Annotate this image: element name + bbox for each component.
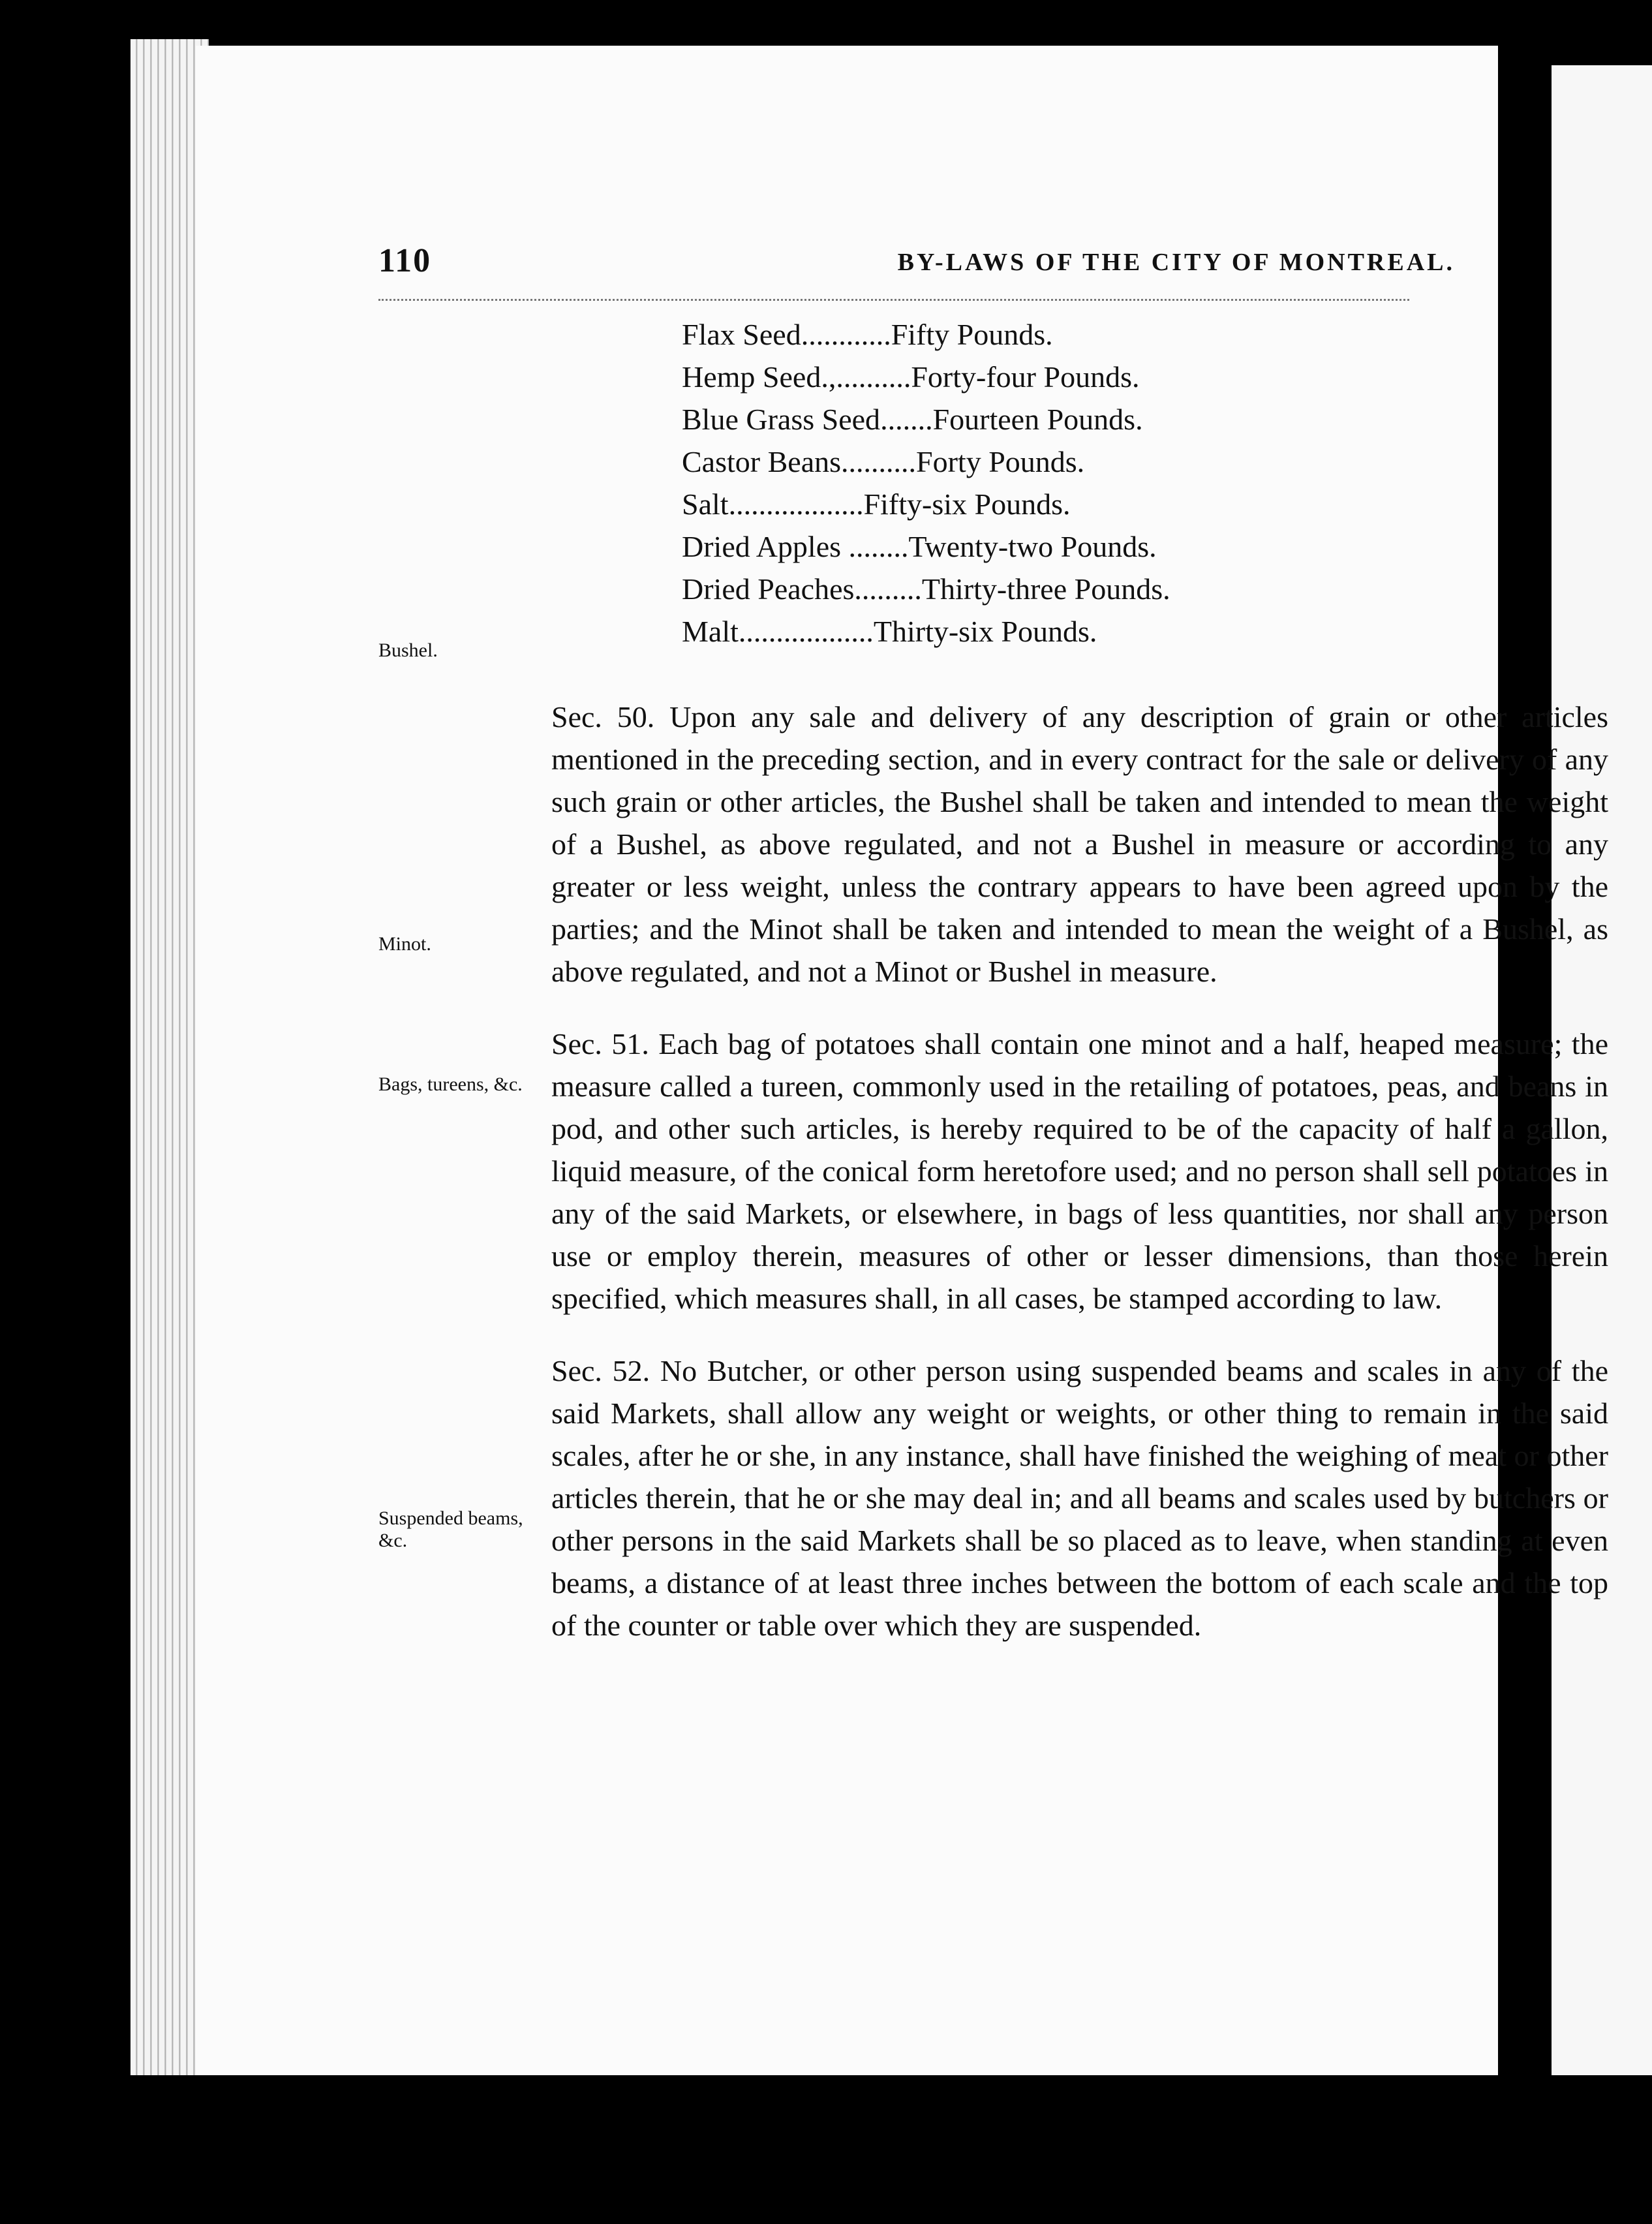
running-title: BY-LAWS OF THE CITY OF MONTREAL. xyxy=(897,249,1455,276)
leader-dots: .......... xyxy=(836,360,911,394)
weight-item: Flax Seed xyxy=(682,318,801,351)
sections-body xyxy=(551,666,1608,1660)
weight-item: Hemp Seed., xyxy=(682,360,836,394)
weight-value: Thirty-six Pounds. xyxy=(873,615,1097,648)
leader-dots: .................. xyxy=(738,615,874,648)
weights-table xyxy=(682,313,1530,653)
header-rule xyxy=(378,299,1409,301)
weight-row xyxy=(682,483,1530,525)
leader-dots: ............ xyxy=(801,318,891,351)
weight-row xyxy=(682,313,1530,356)
leader-dots: ........ xyxy=(848,530,909,563)
weight-value: Forty Pounds. xyxy=(916,445,1085,478)
leader-dots: .......... xyxy=(841,445,917,478)
weight-value: Fifty Pounds. xyxy=(891,318,1053,351)
margin-note-bags: Bags, tureens, &c. xyxy=(378,1073,523,1095)
weight-row xyxy=(682,440,1530,483)
margin-note-suspended: Suspended beams, &c. xyxy=(378,1507,523,1551)
section-50: Sec. 50. Upon any sale and delivery of any description of grain or other articles mentioned in the preceding section, and in every contract for the sale or delivery of any such grain or other articles, the Bushel shall be taken and intended to mean the weight of a Bushel, as above regulated, and not a Bushel in measure or according to any greater or less weight, unless the contrary appears to have been agreed upon by the parties; and the Minot shall be taken and intended to mean the weight of a Bushel, as above regulated, and not a Minot or Bushel in measure. xyxy=(551,700,1608,988)
weight-value: Twenty-two Pounds. xyxy=(908,530,1157,563)
weight-item: Blue Grass Seed xyxy=(682,403,881,436)
weight-item: Salt xyxy=(682,487,729,521)
weight-item: Dried Peaches xyxy=(682,572,855,606)
section-51: Sec. 51. Each bag of potatoes shall contain one minot and a half, heaped measure; the measure called a tureen, commonly used in the retailing of potatoes, peas, and beans in pod, and other such articles, is hereby required to be of the capacity of half a gallon, liquid measure, of the conical form heretofore used; and no person shall sell potatoes in any of the said Markets, or elsewhere, in bags of less quantities, nor shall any person use or employ therein, measures of other or lesser dimensions, than those herein specified, which measures shall, in all cases, be stamped according to law. xyxy=(551,1027,1608,1315)
weight-value: Fourteen Pounds. xyxy=(932,403,1143,436)
weight-row xyxy=(682,610,1530,653)
weight-value: Fifty-six Pounds. xyxy=(863,487,1071,521)
weight-item: Dried Apples xyxy=(682,530,849,563)
weight-value: Thirty-three Pounds. xyxy=(921,572,1170,606)
page-number: 110 xyxy=(378,242,432,279)
weight-row xyxy=(682,525,1530,568)
book-page xyxy=(196,46,1608,2075)
margin-note-minot: Minot. xyxy=(378,933,431,955)
leader-dots: ....... xyxy=(880,403,933,436)
weight-item: Castor Beans xyxy=(682,445,842,478)
leader-dots: ......... xyxy=(854,572,922,606)
weight-item: Malt xyxy=(682,615,739,648)
page-header xyxy=(378,241,1481,287)
leader-dots: .................. xyxy=(728,487,864,521)
margin-note-bushel: Bushel. xyxy=(378,640,438,661)
section-52: Sec. 52. No Butcher, or other person using suspended beams and scales in any of the said Markets, shall allow any weight or weights, or other thing to remain in the said scales, after he or she, in any instance, shall have finished the weighing of meat or other articles therein, that he or she may deal in; and all beams and scales used by butchers or other persons in the said Markets shall be so placed as to leave, when standing at even beams, a distance of at least three inches between the bottom of each scale and the top of the counter or table over which they are suspended. xyxy=(551,1354,1608,1642)
weight-row xyxy=(682,568,1530,610)
weight-value: Forty-four Pounds. xyxy=(911,360,1140,394)
weight-row xyxy=(682,398,1530,440)
weight-row xyxy=(682,356,1530,398)
